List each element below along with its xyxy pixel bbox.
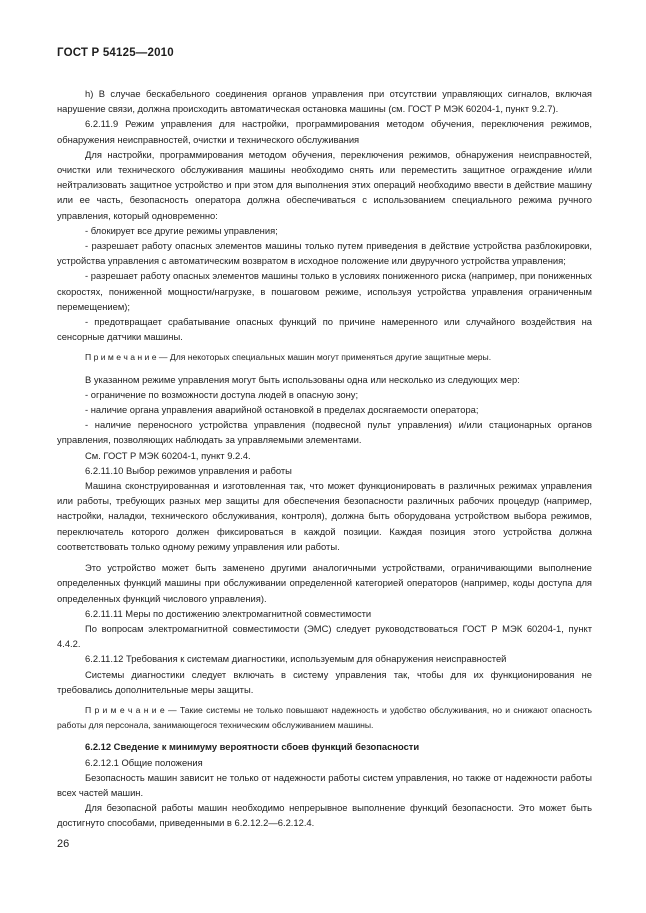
list-item: - наличие органа управления аварийной остановкой в пределах досягаемости оператора; xyxy=(85,404,479,416)
list-item: - наличие переносного устройства управления (подвесной пульт управления) и/или стационарных органов управления, позволяющих наблюдать за управляемыми элементами. xyxy=(57,419,592,446)
clause-6-2-11-9-title: 6.2.11.9 Режим управления для настройки, программирования методом обучения, переключения режимов, обнаружения неисправностей, очистки и технического обслуживания xyxy=(57,118,592,145)
list-item: - ограничение по возможности доступа людей в опасную зону; xyxy=(85,388,359,400)
list-item: - предотвращает срабатывание опасных функций по причине намеренного или случайного воздействия на сенсорные датчики машины. xyxy=(57,316,592,343)
paragraph: Машина сконструированная и изготовленная так, что может функционировать в различных режимах управления или работы, требующих разных мер защиты для обеспечения безопасности различных рабочих процедур (например, настройки, наладки, технического обслуживания, контроля), должна быть оборудована устройством выбора режимов, переключатель которого должен фиксироваться в каждой позиции. Каждая позиция этого устройства должна соответствовать только одному режиму управления или работы. xyxy=(57,480,592,552)
list-item: - разрешает работу опасных элементов машины только путем приведения в действие устройства разблокировки, устройства управления с автоматическим возвратом в исходное положение или двуручного устройства управления; xyxy=(57,240,592,267)
paragraph: По вопросам электромагнитной совместимости (ЭМС) следует руководствоваться ГОСТ Р МЭК 60204-1, пункт 4.4.2. xyxy=(57,622,592,650)
paragraph: В указанном режиме управления могут быть использованы одна или несколько из следующих мер: xyxy=(85,373,520,385)
page-number: 26 xyxy=(57,838,70,850)
clause-6-2-12-1-title: 6.2.12.1 Общие положения xyxy=(85,756,203,768)
clause-6-2-11-12-title: 6.2.11.12 Требования к системам диагностики, используемым для обнаружения неисправностей xyxy=(85,653,507,665)
paragraph: Это устройство может быть заменено другими аналогичными устройствами, ограничивающими выполнение определенных функций машины при обслуживании определенной категорией операторов (например, коды доступа для определенных функций числового управления). xyxy=(57,562,592,604)
body-text xyxy=(57,86,592,831)
clause-6-2-11-11-title: 6.2.11.11 Меры по достижению электромагнитной совместимости xyxy=(85,607,372,619)
paragraph: Системы диагностики следует включать в систему управления так, чтобы для их функционирования не требовались дополнительные меры защиты. xyxy=(57,668,592,695)
paragraph: Безопасность машин зависит не только от надежности работы систем управления, но также от надежности работы всех частей машин. xyxy=(57,771,592,798)
paragraph-item-h: h) В случае бескабельного соединения органов управления при отсутствии управляющих сигналов, включая нарушение связи, должна происходить автоматическая остановка машины (см. ГОСТ Р МЭК 60204-1, пункт 9.2.7). xyxy=(57,88,592,115)
note: П р и м е ч а н и е — Для некоторых специальных машин могут применяться другие защитные меры. xyxy=(85,352,492,363)
list-item: - разрешает работу опасных элементов машины только в условиях пониженного риска (например, при пониженных скоростях, пониженной мощности/нагрузке, в пошаговом режиме, используя устройства управления ограниченным перемещением); xyxy=(57,270,592,312)
paragraph: Для безопасной работы машин необходимо непрерывное выполнение функций безопасности. Это может быть достигнуто способами, приведенными в 6.2.12.2—6.2.12.4. xyxy=(57,802,592,829)
reference: См. ГОСТ Р МЭК 60204-1, пункт 9.2.4. xyxy=(85,449,251,461)
list-item: - блокирует все другие режимы управления; xyxy=(85,224,278,236)
paragraph: Для настройки, программирования методом обучения, переключения режимов, обнаружения неисправностей, очистки или технического обслуживания машины необходимо снять или переместить защитное ограждение и/или нейтрализовать защитное устройство и при этом для выполнения этих операций необходимо ввести в действие машину или ее часть, безопасность оператора должна обеспечиваться с использованием специального режима ручного управления, который одновременно: xyxy=(57,148,592,221)
clause-6-2-11-10-title: 6.2.11.10 Выбор режимов управления и работы xyxy=(85,464,292,476)
note: П р и м е ч а н и е — Такие системы не только повышают надежность и удобство обслуживания, но и снижают опасность работы для персонала, занимающегося техническим обслуживанием машины. xyxy=(57,704,592,731)
section-6-2-12-heading: 6.2.12 Сведение к минимуму вероятности сбоев функций безопасности xyxy=(85,741,420,753)
standard-header: ГОСТ Р 54125—2010 xyxy=(57,47,174,59)
